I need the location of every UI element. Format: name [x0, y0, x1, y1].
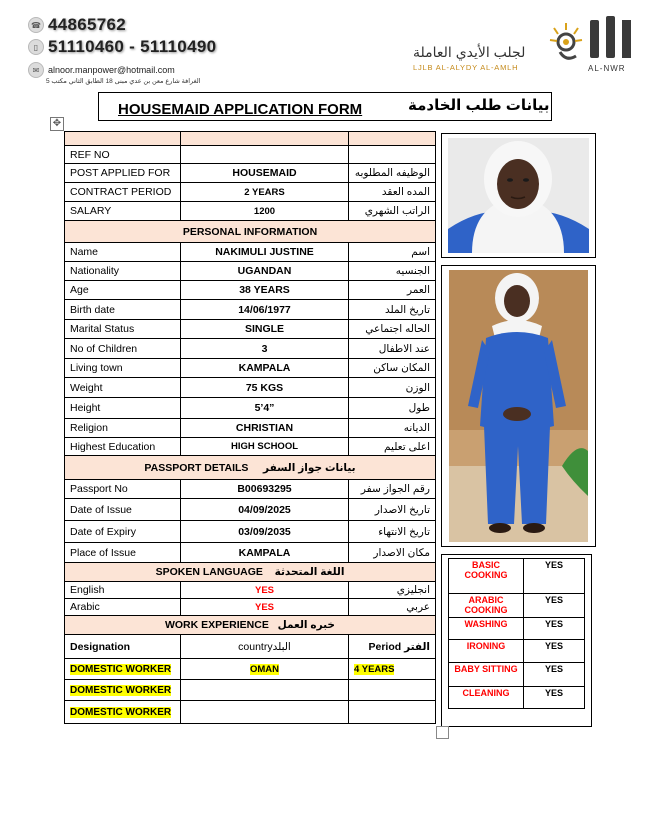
mobile-numbers: 51110460 - 51110490	[48, 37, 217, 56]
job-label-ar: الوظيفه المطلوبه	[349, 164, 436, 183]
personal-row	[65, 262, 436, 281]
passport-row	[65, 521, 436, 543]
personal-row	[65, 243, 436, 262]
skill-value: YES	[524, 663, 585, 687]
personal-row	[65, 378, 436, 398]
column-header-designation: Designation	[65, 635, 181, 659]
experience-country-cell	[181, 659, 349, 680]
field-value: 38 YEARS	[181, 281, 349, 300]
personal-row	[65, 320, 436, 339]
portrait-photo	[442, 134, 595, 257]
section-title-en: WORK EXPERIENCE	[164, 619, 269, 631]
language-label: Arabic	[65, 599, 181, 616]
skills-table	[448, 558, 585, 709]
passport-row	[65, 543, 436, 563]
job-value: HOUSEMAID	[181, 164, 349, 183]
field-value: SINGLE	[181, 320, 349, 339]
skill-value: YES	[524, 618, 585, 640]
section-header-passport	[65, 456, 436, 480]
field-label-ar: عند الاطفال	[349, 339, 436, 359]
field-value: 75 KGS	[181, 378, 349, 398]
language-label-ar: انجليزي	[349, 582, 436, 599]
mobile-icon: ▯	[28, 39, 44, 55]
job-label: REF NO	[65, 146, 181, 164]
field-label: Date of Issue	[65, 499, 181, 521]
email-icon: ✉	[28, 62, 44, 78]
field-value: KAMPALA	[181, 359, 349, 378]
experience-row	[65, 680, 436, 701]
passport-row	[65, 480, 436, 499]
skill-row	[449, 640, 585, 663]
field-label-ar: الجنسيه	[349, 262, 436, 281]
field-label: Highest Education	[65, 438, 181, 456]
office-address: الغرافة شارع معن بن عدي مبنى 18 الطابق الثاني مكتب 5	[46, 78, 201, 85]
section-title-en: PASSPORT DETAILS	[144, 461, 249, 474]
experience-designation-cell	[65, 701, 181, 724]
field-label: Birth date	[65, 300, 181, 320]
field-label: Weight	[65, 378, 181, 398]
field-label-ar: الحاله اجتماعي	[349, 320, 436, 339]
experience-designation: DOMESTIC WORKER	[70, 706, 172, 718]
personal-row	[65, 419, 436, 438]
language-value: YES	[181, 582, 349, 599]
column-header-period: Period الفتر	[349, 635, 436, 659]
skill-row	[449, 663, 585, 687]
language-label: English	[65, 582, 181, 599]
field-label-ar: تاريخ الملد	[349, 300, 436, 320]
skill-label: CLEANING	[449, 687, 524, 709]
personal-row	[65, 398, 436, 419]
job-label-ar: المده العقد	[349, 183, 436, 202]
experience-period	[349, 680, 436, 701]
field-label-ar: اسم	[349, 243, 436, 262]
job-label: SALARY	[65, 202, 181, 221]
field-label: Name	[65, 243, 181, 262]
job-value	[181, 146, 349, 164]
section-title-en: SPOKEN LANGUAGE	[155, 566, 263, 578]
al-nwr-logo-mark	[546, 14, 640, 66]
section-title-ar: خبره العمل	[277, 619, 335, 631]
field-value: HIGH SCHOOL	[181, 438, 349, 456]
experience-period-cell	[349, 659, 436, 680]
section-title	[65, 456, 436, 480]
skill-label: WASHING	[449, 618, 524, 640]
field-value: B00693295	[181, 480, 349, 499]
skill-value: YES	[524, 687, 585, 709]
job-label-ar: الراتب الشهري	[349, 202, 436, 221]
experience-designation-cell	[65, 659, 181, 680]
section-title	[65, 563, 436, 582]
job-label: CONTRACT PERIOD	[65, 183, 181, 202]
field-label: Living town	[65, 359, 181, 378]
field-label-ar: تاريخ الانتهاء	[349, 521, 436, 543]
experience-designation: DOMESTIC WORKER	[70, 684, 172, 696]
form-title-english: HOUSEMAID APPLICATION FORM	[118, 101, 363, 118]
field-label-ar: الوزن	[349, 378, 436, 398]
field-value: 03/09/2035	[181, 521, 349, 543]
skill-value: YES	[524, 559, 585, 594]
job-value: 2 YEARS	[181, 183, 349, 202]
personal-row	[65, 438, 436, 456]
job-value: 1200	[181, 202, 349, 221]
skill-label: ARABIC COOKING	[449, 594, 524, 618]
full-body-photo	[442, 266, 595, 546]
field-value: 14/06/1977	[181, 300, 349, 320]
job-label-ar	[349, 146, 436, 164]
personal-row	[65, 300, 436, 320]
full-body-photo-frame	[441, 265, 596, 547]
table-move-handle-icon[interactable]: ✥	[50, 117, 64, 131]
skill-label: BASIC COOKING	[449, 559, 524, 594]
field-value: UGANDAN	[181, 262, 349, 281]
skill-value: YES	[524, 640, 585, 663]
field-label-ar: اعلى تعليم	[349, 438, 436, 456]
field-label: No of Children	[65, 339, 181, 359]
personal-row	[65, 359, 436, 378]
field-value: KAMPALA	[181, 543, 349, 563]
skill-label: IRONING	[449, 640, 524, 663]
skill-row	[449, 618, 585, 640]
experience-period: 4 YEARS	[354, 663, 395, 675]
logo-english-text: LJLB AL-ALYDY AL-AMLH	[413, 63, 519, 72]
experience-period	[349, 701, 436, 724]
job-row	[65, 164, 436, 183]
passport-row	[65, 499, 436, 521]
field-label-ar: رقم الجواز سفر	[349, 480, 436, 499]
field-label-ar: مكان الاصدار	[349, 543, 436, 563]
section-header-personal	[65, 221, 436, 243]
field-label-ar: تاريخ الاصدار	[349, 499, 436, 521]
language-row	[65, 599, 436, 616]
field-label: Passport No	[65, 480, 181, 499]
resize-handle[interactable]	[436, 726, 449, 739]
field-label: Height	[65, 398, 181, 419]
language-row	[65, 582, 436, 599]
field-label: Religion	[65, 419, 181, 438]
experience-row	[65, 659, 436, 680]
experience-row	[65, 701, 436, 724]
phone-icon: ☎	[28, 17, 44, 33]
skill-row	[449, 559, 585, 594]
experience-country: OMAN	[249, 663, 280, 675]
job-row	[65, 202, 436, 221]
field-value: 5’4”	[181, 398, 349, 419]
skill-row	[449, 687, 585, 709]
skill-label: BABY SITTING	[449, 663, 524, 687]
field-label: Age	[65, 281, 181, 300]
skill-row	[449, 594, 585, 618]
experience-designation: DOMESTIC WORKER	[70, 663, 172, 675]
skill-value: YES	[524, 594, 585, 618]
field-value: NAKIMULI JUSTINE	[181, 243, 349, 262]
section-title: PERSONAL INFORMATION	[65, 221, 436, 243]
section-title	[65, 616, 436, 635]
experience-designation-cell	[65, 680, 181, 701]
logo-arabic-text: لجلب الأيدي العاملة	[413, 44, 526, 60]
mobile-contact	[28, 37, 216, 57]
field-label-ar: طول	[349, 398, 436, 419]
experience-header-row	[65, 635, 436, 659]
phone-contact	[28, 15, 126, 35]
field-value: CHRISTIAN	[181, 419, 349, 438]
portrait-photo-frame	[441, 133, 596, 258]
logo-brand-text: AL-NWR	[588, 64, 626, 73]
section-header-experience	[65, 616, 436, 635]
application-table	[64, 131, 436, 724]
form-title-arabic: بيانات طلب الخادمة	[408, 97, 550, 114]
field-value: 3	[181, 339, 349, 359]
phone-number: 44865762	[48, 15, 127, 34]
section-title-ar: بيانات جواز السفر	[263, 461, 356, 474]
job-label: POST APPLIED FOR	[65, 164, 181, 183]
table-top-spacer-row	[65, 132, 436, 146]
field-label: Date of Expiry	[65, 521, 181, 543]
job-row	[65, 183, 436, 202]
section-title-ar: اللغة المتحدثة	[274, 566, 345, 578]
field-label: Nationality	[65, 262, 181, 281]
job-row	[65, 146, 436, 164]
field-label-ar: المكان ساكن	[349, 359, 436, 378]
email-address: alnoor.manpower@hotmail.com	[48, 65, 175, 75]
column-header-country: countryالبلد	[181, 635, 349, 659]
field-label: Marital Status	[65, 320, 181, 339]
personal-row	[65, 339, 436, 359]
field-value: 04/09/2025	[181, 499, 349, 521]
field-label-ar: الديانه	[349, 419, 436, 438]
email-contact	[28, 62, 175, 78]
field-label: Place of Issue	[65, 543, 181, 563]
language-value: YES	[181, 599, 349, 616]
language-label-ar: عربي	[349, 599, 436, 616]
personal-row	[65, 281, 436, 300]
field-label-ar: العمر	[349, 281, 436, 300]
experience-country	[181, 701, 349, 724]
section-header-language	[65, 563, 436, 582]
experience-country	[181, 680, 349, 701]
